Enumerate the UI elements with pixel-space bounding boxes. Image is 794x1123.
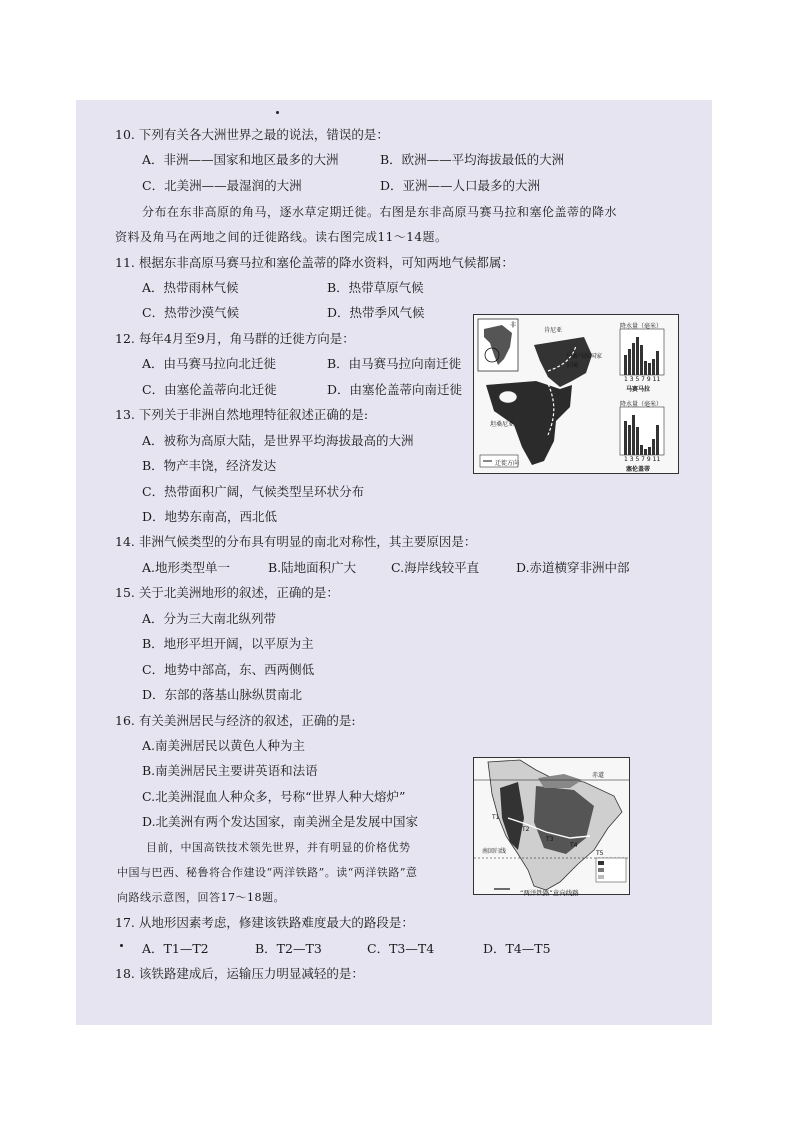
question-12-stem: 12. 每年4月至9月，角马群的迁徙方向是：: [115, 331, 355, 346]
south-america-railway-map: [473, 757, 630, 895]
label-t3: T3: [546, 836, 554, 843]
question-11-option-d: D．热带季风气候: [327, 305, 425, 320]
passage-1-line-1: 分布在东非高原的角马，逐水草定期迁徙。右图是东非高原马赛马拉和塞伦盖蒂的降水: [142, 205, 618, 219]
question-10-stem: 10. 下列有关各大洲世界之最的说法，错误的是：: [115, 127, 389, 142]
question-13-option-b: B．物产丰饶，经济发达: [142, 458, 277, 473]
passage-1-line-2: 资料及角马在两地之间的迁徙路线。读右图完成11～14题。: [115, 230, 448, 244]
map-2-route-caption: “两洋铁路”意向线路: [520, 889, 579, 897]
label-park: 马赛马拉国家公园: [566, 353, 603, 369]
label-t1: T1: [492, 814, 500, 821]
question-14-option-d: D.赤道横穿非洲中部: [516, 560, 630, 575]
question-12-option-a: A．由马赛马拉向北迁徙: [142, 356, 277, 371]
question-15-stem: 15. 关于北美洲地形的叙述，正确的是：: [115, 585, 339, 600]
question-11-option-c: C．热带沙漠气候: [142, 305, 240, 320]
question-17-stem: 17. 从地形因素考虑，修建该铁路难度最大的路段是：: [115, 915, 414, 930]
question-18-stem: 18. 该铁路建成后，运输压力明显减轻的是：: [115, 966, 364, 981]
question-11-option-b: B．热带草原气候: [327, 280, 424, 295]
chart-1-months: 1 3 5 7 9 11: [624, 376, 661, 383]
scan-speck: [276, 111, 279, 114]
passage-2-line-2: 中国与巴西、秘鲁将合作建设“两洋铁路”。读“两洋铁路”意: [117, 866, 418, 879]
question-17-option-a: A．T1—T2: [142, 941, 209, 956]
question-10-option-b: B．欧洲——平均海拔最低的大洲: [380, 152, 565, 167]
question-13-option-a: A．被称为高原大陆，是世界平均海拔最高的大洲: [142, 433, 414, 448]
label-tanzania: 坦桑尼亚: [490, 421, 515, 428]
east-africa-migration-map: [473, 314, 679, 474]
question-16-option-a: A.南美洲居民以黄色人种为主: [142, 738, 306, 753]
question-10-option-a: A．非洲——国家和地区最多的大洲: [142, 152, 339, 167]
question-12-option-c: C．由塞伦盖蒂向北迁徙: [142, 382, 277, 397]
question-15-option-a: A．分为三大南北纵列带: [142, 611, 277, 626]
question-16-stem: 16. 有关美洲居民与经济的叙述，正确的是:: [115, 713, 356, 728]
rainfall-chart-serengeti: [620, 407, 664, 455]
question-17-option-c: C．T3—T4: [367, 941, 435, 956]
chart-1-title: 马赛马拉: [626, 386, 651, 393]
chart-1-unit: 降水量（毫米）: [620, 323, 663, 330]
question-16-option-c: C.北美洲混血人种众多，号称“世界人种大熔炉”: [142, 789, 406, 804]
question-14-option-c: C.海岸线较平直: [391, 560, 480, 575]
question-13-option-c: C．热带面积广阔，气候类型呈环状分布: [142, 484, 365, 499]
question-14-stem: 14. 非洲气候类型的分布具有明显的南北对称性，其主要原因是：: [115, 534, 477, 549]
rainfall-chart-maasai-mara: [620, 329, 664, 375]
passage-2-line-1: 目前，中国高铁技术领先世界，并有明显的价格优势: [146, 841, 411, 854]
map-graphic: [474, 758, 629, 894]
label-equator: 赤道: [592, 772, 605, 779]
label-t2: T2: [522, 826, 530, 833]
label-tropic: 南回归线: [482, 848, 507, 855]
map-graphic: [474, 315, 678, 473]
passage-2-line-3: 向路线示意图，回答17～18题。: [117, 891, 285, 904]
label-t4: T4: [570, 842, 578, 849]
question-14-option-b: B.陆地面积广大: [268, 560, 357, 575]
scan-speck: [120, 944, 123, 947]
question-13-option-d: D．地势东南高，西北低: [142, 509, 278, 524]
question-17-option-d: D．T4—T5: [483, 941, 551, 956]
question-15-option-b: B．地形平坦开阔，以平原为主: [142, 636, 314, 651]
question-14-option-a: A.地形类型单一: [142, 560, 231, 575]
chart-2-title: 塞伦盖蒂: [626, 466, 651, 473]
question-17-option-b: B．T2—T3: [255, 941, 322, 956]
label-africa: 非: [510, 322, 517, 329]
legend-route-label: 迁徙方向: [495, 460, 520, 467]
question-16-option-b: B.南美洲居民主要讲英语和法语: [142, 763, 318, 778]
label-t5: T5: [596, 850, 604, 857]
question-11-stem: 11. 根据东非高原马赛马拉和塞伦盖蒂的降水资料，可知两地气候都属：: [115, 255, 514, 270]
chart-2-months: 1 3 5 7 9 11: [624, 456, 661, 463]
question-13-stem: 13. 下列关于非洲自然地理特征叙述正确的是:: [115, 407, 369, 422]
question-12-option-b: B．由马赛马拉向南迁徙: [327, 356, 462, 371]
question-10-option-d: D．亚洲——人口最多的大洲: [380, 178, 541, 193]
question-15-option-d: D．东部的落基山脉纵贯南北: [142, 687, 303, 702]
question-11-option-a: A．热带雨林气候: [142, 280, 239, 295]
question-16-option-d: D.北美洲有两个发达国家，南美洲全是发展中国家: [142, 814, 419, 829]
chart-2-unit: 降水量（毫米）: [620, 401, 663, 408]
question-10-option-c: C．北美洲——最湿润的大洲: [142, 178, 302, 193]
question-12-option-d: D．由塞伦盖蒂向南迁徙: [327, 382, 463, 397]
question-15-option-c: C．地势中部高，东、西两侧低: [142, 662, 315, 677]
label-kenya: 肯尼亚: [544, 327, 563, 334]
